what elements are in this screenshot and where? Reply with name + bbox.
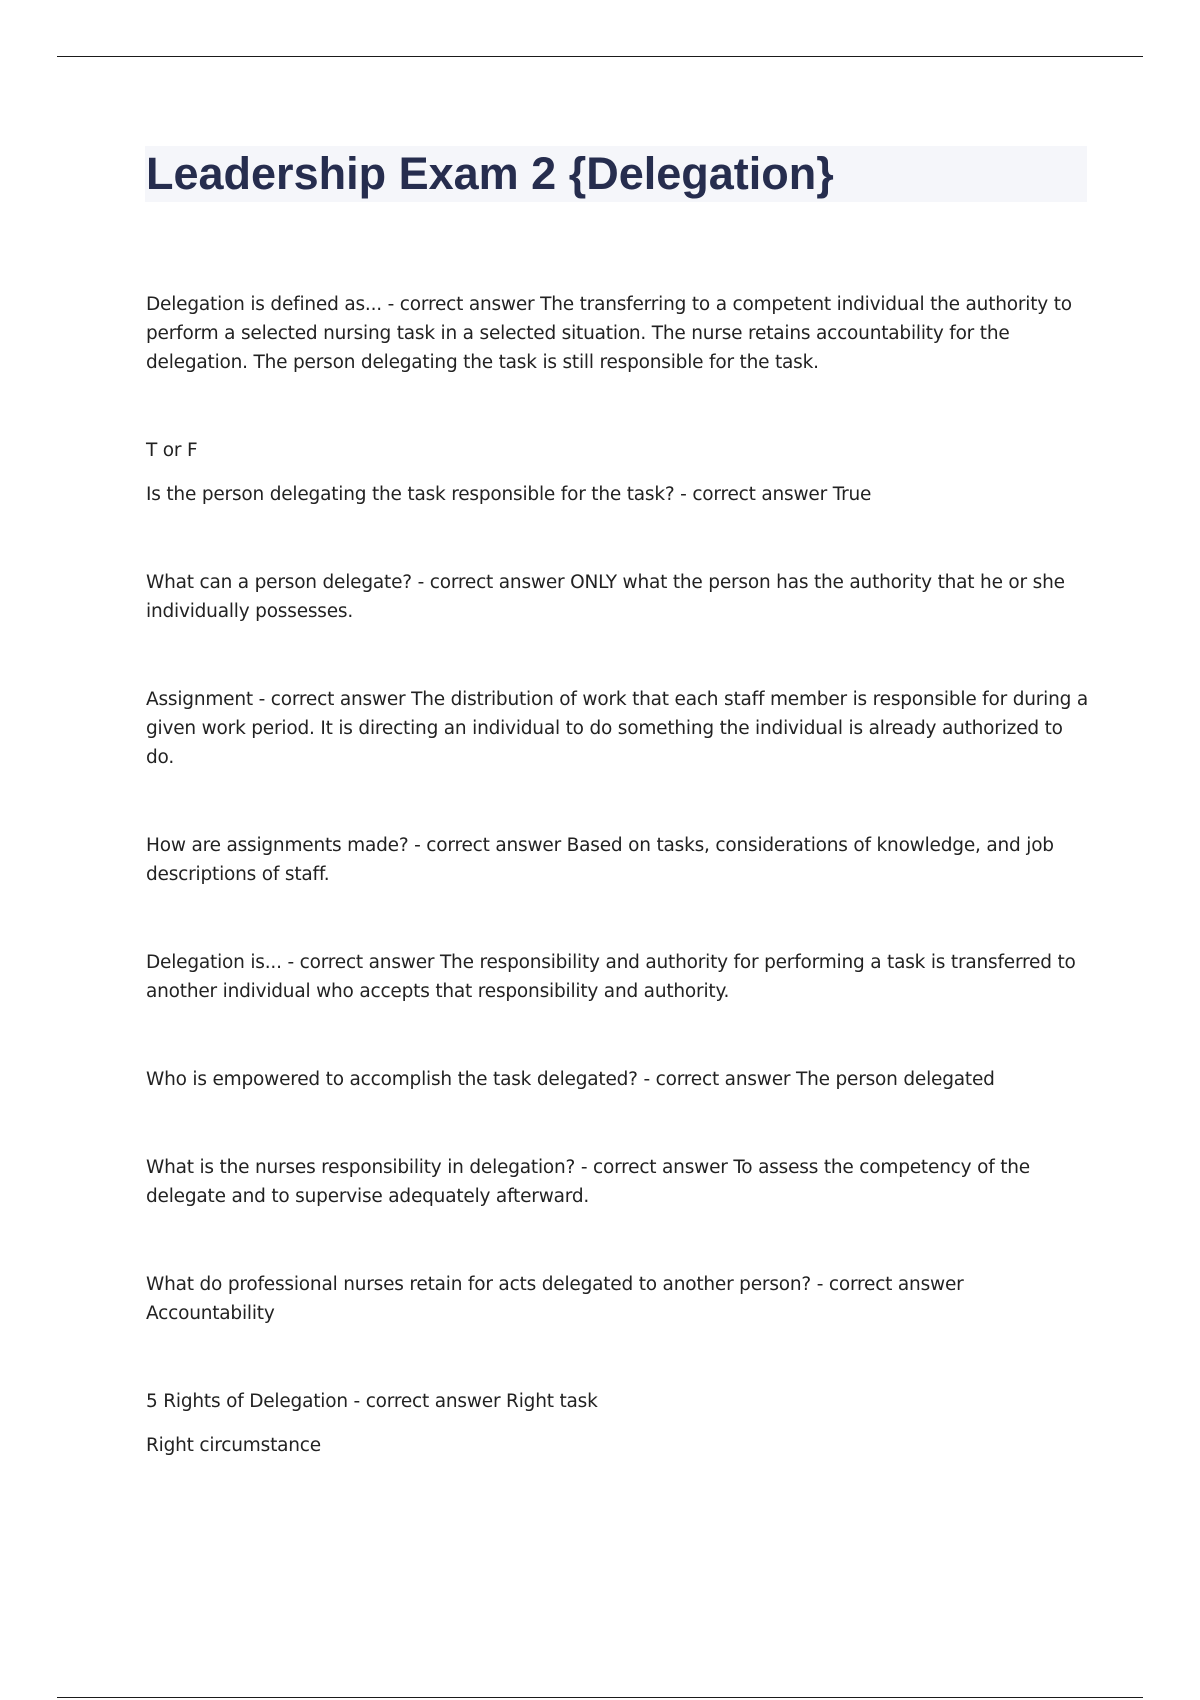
paragraph-delegation-defined: Delegation is defined as... - correct answer The transferring to a competent individual the authority to perform a selected nursing task in a selected situation. The nurse retains accountability for the delegation. The person delegating the task is still responsible for the task. xyxy=(146,294,1072,373)
bottom-rule xyxy=(57,1697,1143,1698)
paragraph-nurse-responsibility: What is the nurses responsibility in delegation? - correct answer To assess the competency of the delegate and to supervise adequately afterward. xyxy=(146,1157,1030,1207)
document-body xyxy=(146,290,1091,1460)
page-title: Leadership Exam 2 {Delegation} xyxy=(146,148,834,199)
paragraph-t-or-f: T or F xyxy=(146,440,198,461)
paragraph-assignment: Assignment - correct answer The distribution of work that each staff member is responsible for during a given work period. It is directing an individual to do something the individual is already authorized to do. xyxy=(146,689,1088,768)
paragraph-retain-accountability: What do professional nurses retain for acts delegated to another person? - correct answer Accountability xyxy=(146,1274,964,1324)
paragraph-five-rights: 5 Rights of Delegation - correct answer Right task xyxy=(146,1391,598,1412)
paragraph-responsible-question: Is the person delegating the task responsible for the task? - correct answer True xyxy=(146,484,872,505)
paragraph-right-circumstance: Right circumstance xyxy=(146,1435,321,1456)
paragraph-what-can-delegate: What can a person delegate? - correct answer ONLY what the person has the authority that he or she individually possesses. xyxy=(146,572,1065,622)
top-rule xyxy=(57,56,1143,57)
paragraph-delegation-is: Delegation is... - correct answer The responsibility and authority for performing a task is transferred to another individual who accepts that responsibility and authority. xyxy=(146,952,1076,1002)
paragraph-who-empowered: Who is empowered to accomplish the task delegated? - correct answer The person delegated xyxy=(146,1069,995,1090)
paragraph-assignments-made: How are assignments made? - correct answer Based on tasks, considerations of knowledge, and job descriptions of staff. xyxy=(146,835,1054,885)
